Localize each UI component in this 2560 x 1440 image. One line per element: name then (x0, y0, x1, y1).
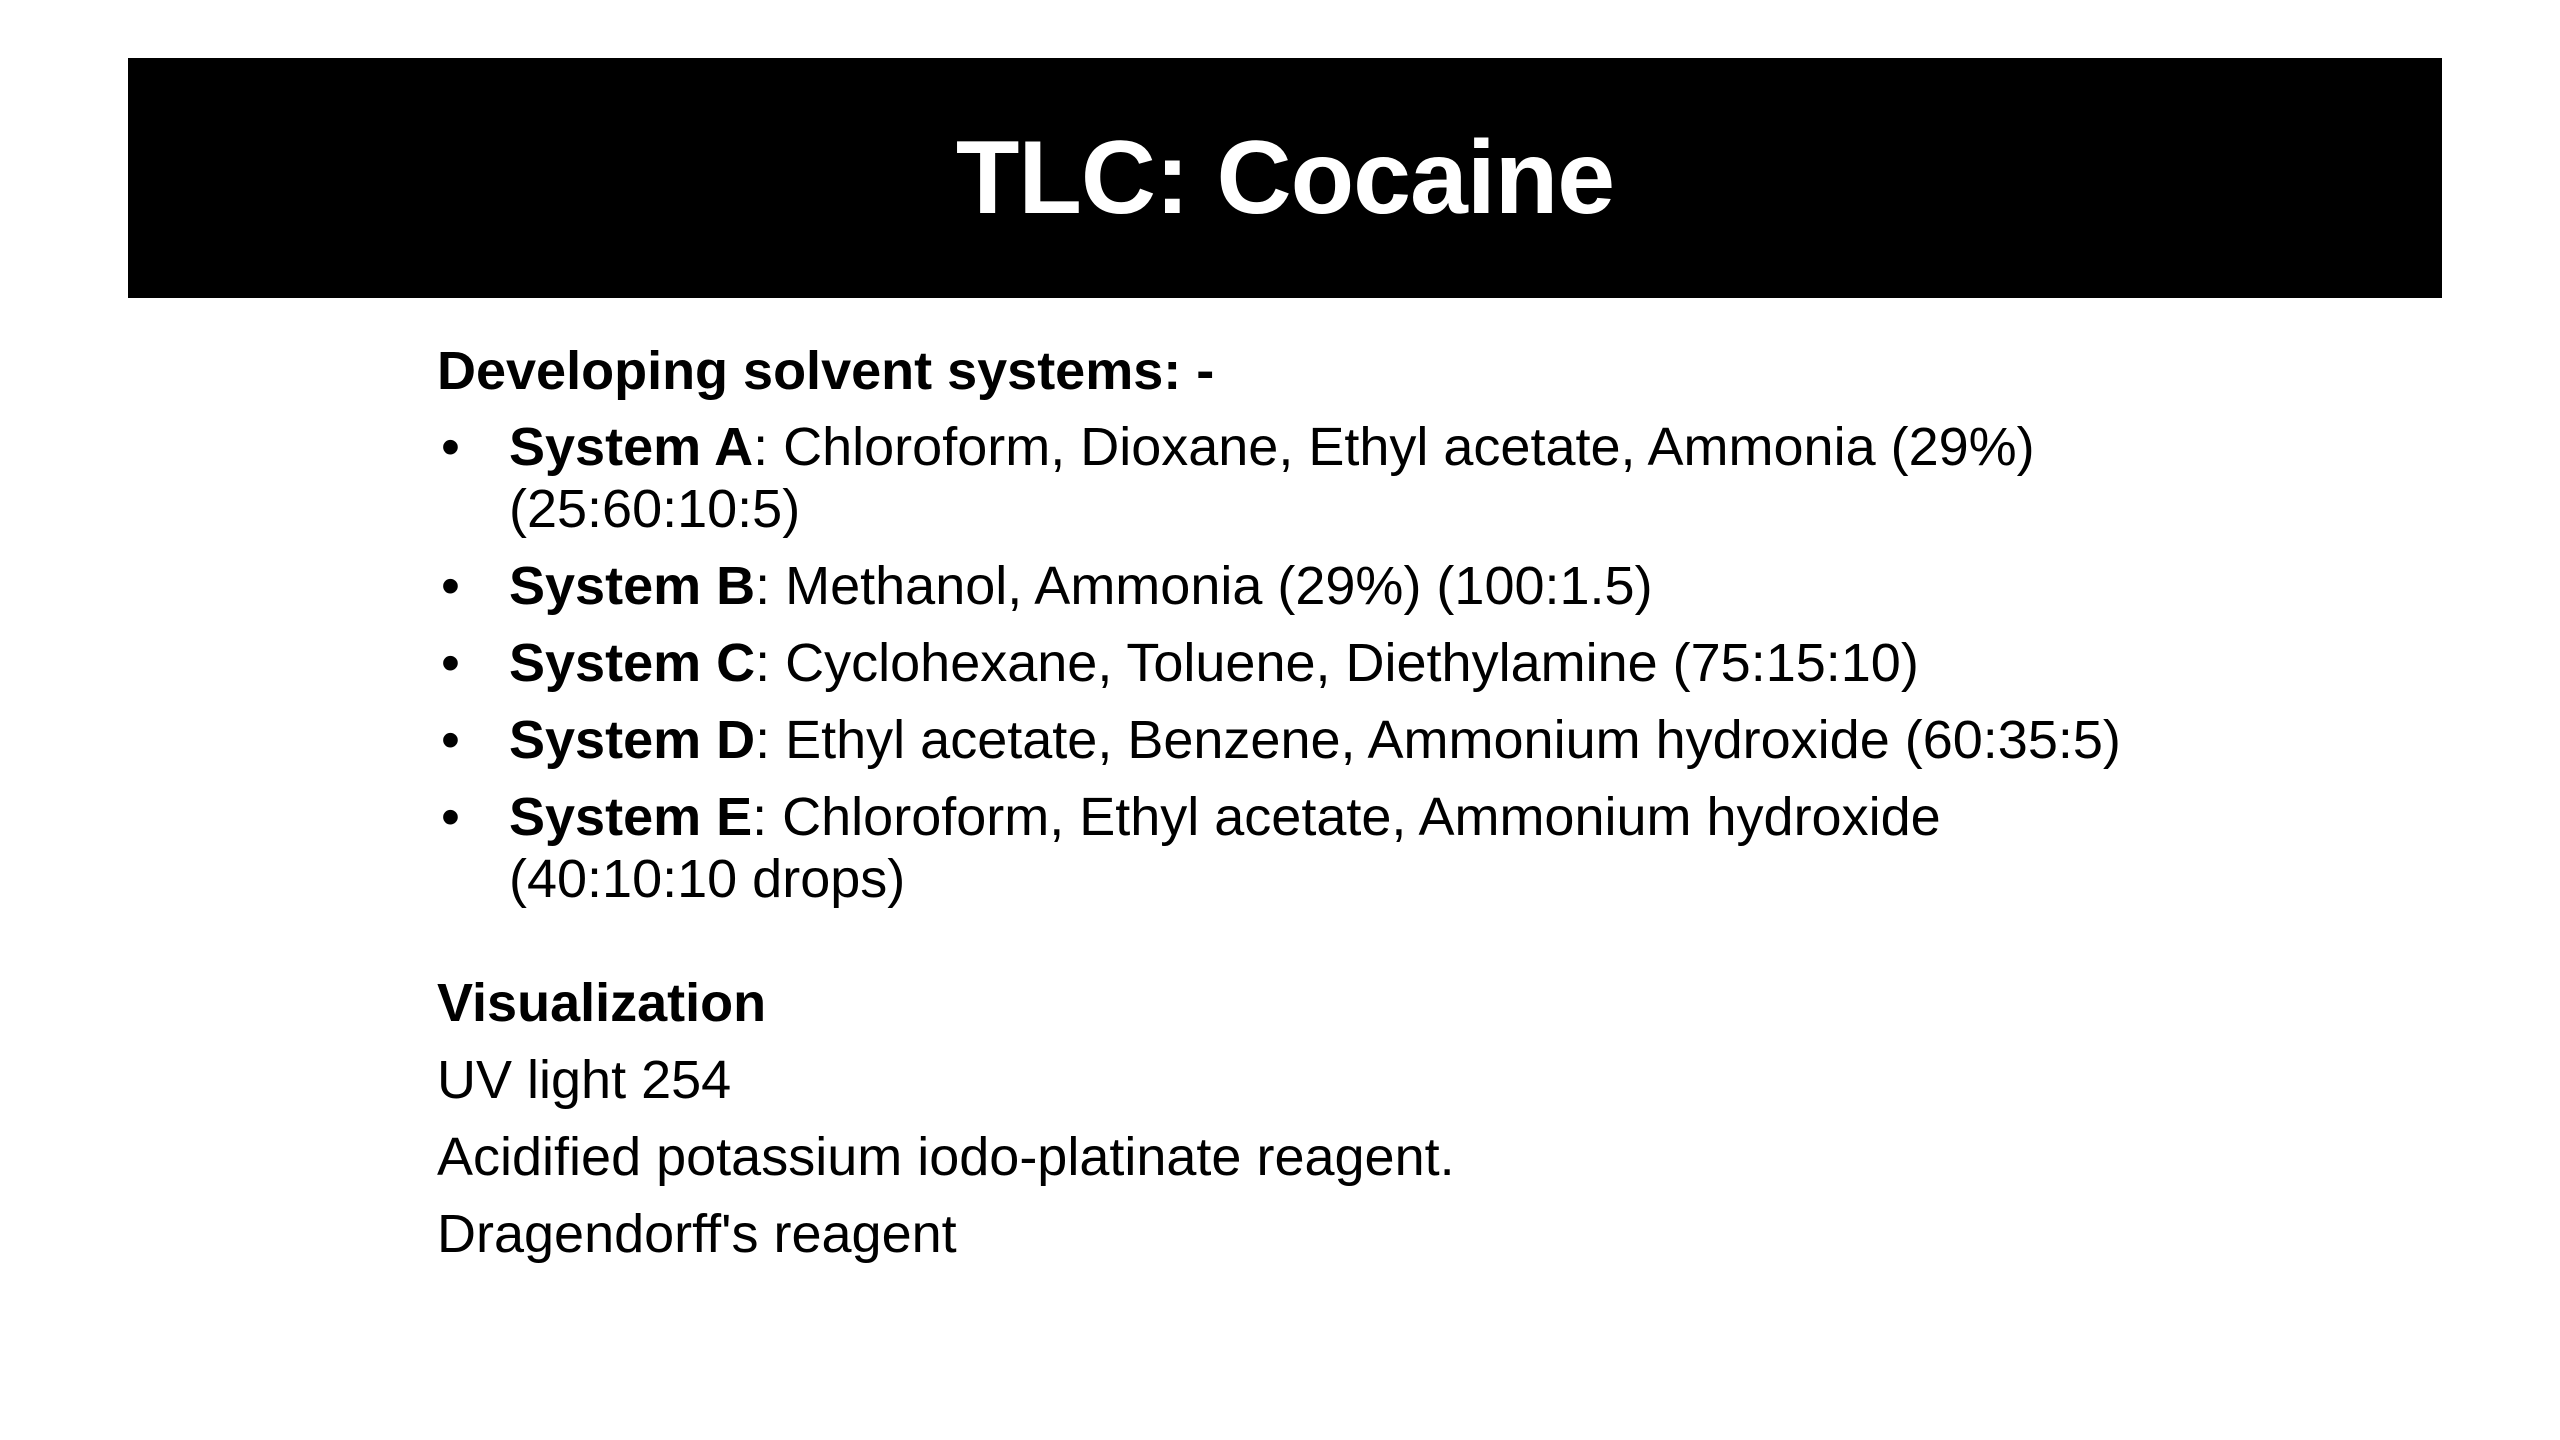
list-item-system-a (437, 416, 2137, 540)
system-description: : Methanol, Ammonia (29%) (100:1.5) (755, 556, 1653, 616)
slide-content (437, 340, 2137, 1280)
list-item-system-d (437, 709, 2137, 771)
bullet-icon: • (441, 710, 460, 770)
visualization-line-iodoplatinate: Acidified potassium iodo-platinate reagent. (437, 1127, 1455, 1187)
solvent-systems-list (437, 416, 2137, 910)
system-name: System C (509, 633, 756, 693)
bullet-icon: • (441, 787, 460, 847)
system-description: : Cyclohexane, Toluene, Diethylamine (75:15:10) (755, 633, 1919, 693)
title-bar (128, 58, 2442, 298)
bullet-icon: • (441, 417, 460, 477)
slide-title: TLC: Cocaine (955, 120, 1615, 236)
system-name: System A (509, 417, 754, 477)
visualization-section (437, 972, 2137, 1265)
bullet-icon: • (441, 556, 460, 616)
system-name: System D (509, 710, 756, 770)
system-name: System E (509, 787, 753, 847)
list-item-system-e (437, 786, 2137, 910)
visualization-line-uv: UV light 254 (437, 1050, 732, 1110)
list-item-system-c (437, 632, 2137, 694)
system-description: : Chloroform, Ethyl acetate, Ammonium hydroxide (40:10:10 drops) (509, 787, 1941, 909)
system-description: : Chloroform, Dioxane, Ethyl acetate, Ammonia (29%) (25:60:10:5) (509, 417, 2035, 539)
solvent-systems-heading: Developing solvent systems: - (437, 341, 1215, 401)
system-description: : Ethyl acetate, Benzene, Ammonium hydroxide (60:35:5) (755, 710, 2121, 770)
bullet-icon: • (441, 633, 460, 693)
visualization-heading: Visualization (437, 973, 767, 1033)
list-item-system-b (437, 555, 2137, 617)
visualization-line-dragendorff: Dragendorff's reagent (437, 1204, 957, 1264)
system-name: System B (509, 556, 756, 616)
